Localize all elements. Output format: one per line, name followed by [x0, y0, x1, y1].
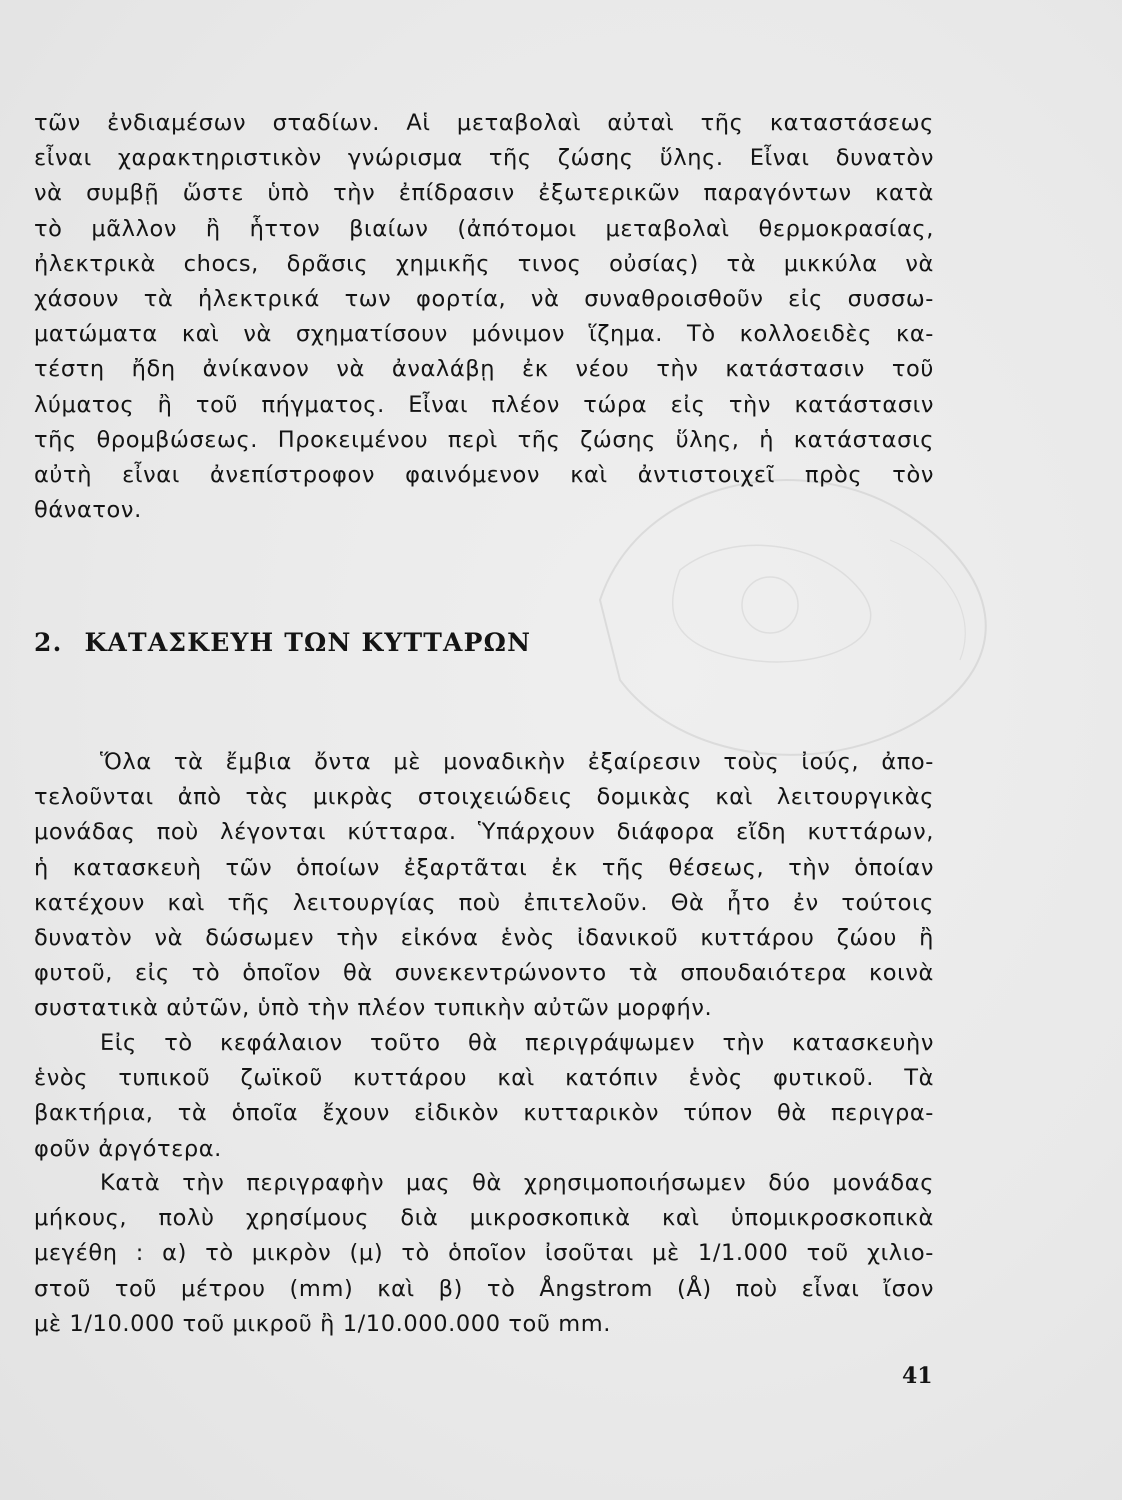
text-line: ματώματα καὶ νὰ σχηματίσουν μόνιμον ἵζημα. Τὸ κολλοειδὲς κα- [34, 321, 934, 348]
paragraph-intro [34, 106, 934, 528]
text-line: εἶναι χαρακτηριστικὸν γνώρισμα τῆς ζώσης ὕλης. Εἶναι δυνατὸν [34, 145, 934, 172]
text-line: χάσουν τὰ ἠλεκτρικά των φορτία, νὰ συναθροισθοῦν εἰς συσσω- [34, 285, 934, 312]
section-heading [34, 628, 531, 657]
text-line: τῶν ἐνδιαμέσων σταδίων. Αἱ μεταβολαὶ αὐταὶ τῆς καταστάσεως [34, 110, 934, 136]
text-line: βακτήρια, τὰ ὁποῖα ἔχουν εἰδικὸν κυτταρικὸν τύπον θὰ περιγρα- [34, 1100, 934, 1127]
paragraph-chapter-plan [34, 1026, 934, 1167]
text-line: Εἰς τὸ κεφάλαιον τοῦτο θὰ περιγράψωμεν τὴν κατασκευὴν [100, 1030, 934, 1056]
section-title: ΚΑΤΑΣΚΕΥΗ ΤΩΝ ΚΥΤΤΑΡΩΝ [84, 628, 532, 657]
page-number: 41 [902, 1363, 933, 1389]
text-line: Κατὰ τὴν περιγραφὴν μας θὰ χρησιμοποιήσωμεν δύο μονάδας [100, 1170, 934, 1196]
text-line: λύματος ἢ τοῦ πήγματος. Εἶναι πλέον τώρα εἰς τὴν κατάστασιν [34, 391, 934, 418]
text-line: δυνατὸν νὰ δώσωμεν τὴν εἰκόνα ἑνὸς ἰδανικοῦ κυττάρου ζώου ἢ [34, 924, 934, 951]
text-line: μήκους, πολὺ χρησίμους διὰ μικροσκοπικὰ καὶ ὑπομικροσκοπικὰ [34, 1205, 934, 1232]
text-line: μεγέθη : α) τὸ μικρὸν (μ) τὸ ὁποῖον ἰσοῦται μὲ 1/1.000 τοῦ χιλιο- [34, 1240, 934, 1267]
text-line: τὸ μᾶλλον ἢ ἧττον βιαίων (ἀπότομοι μεταβολαὶ θερμοκρασίας, [34, 215, 934, 242]
text-line: τῆς θρομβώσεως. Προκειμένου περὶ τῆς ζώσης ὕλης, ἡ κατάστασις [34, 426, 934, 453]
text-line: μὲ 1/10.000 τοῦ μικροῦ ἢ 1/10.000.000 τοῦ mm. [34, 1310, 612, 1337]
text-line: τέστη ἤδη ἀνίκανον νὰ ἀναλάβῃ ἐκ νέου τὴν κατάστασιν τοῦ [34, 356, 934, 383]
text-line: συστατικὰ αὐτῶν, ὑπὸ τὴν πλέον τυπικὴν αὐτῶν μορφήν. [34, 995, 713, 1022]
text-line: στοῦ τοῦ μέτρου (mm) καὶ β) τὸ Ångstrom (Å) ποὺ εἶναι ἴσον [34, 1275, 934, 1302]
section-number: 2. [34, 628, 63, 657]
paragraph-cells [34, 745, 934, 1027]
text-line: θάνατον. [34, 497, 142, 524]
text-line: αὐτὴ εἶναι ἀνεπίστροφον φαινόμενον καὶ ἀντιστοιχεῖ πρὸς τὸν [34, 461, 934, 488]
paragraph-units [34, 1166, 934, 1342]
text-line: κατέχουν καὶ τῆς λειτουργίας ποὺ ἐπιτελοῦν. Θὰ ἦτο ἐν τούτοις [34, 889, 934, 916]
text-line: Ὅλα τὰ ἔμβια ὄντα μὲ μοναδικὴν ἐξαίρεσιν τοὺς ἰούς, ἀπο- [100, 749, 934, 775]
text-line: νὰ συμβῇ ὥστε ὑπὸ τὴν ἐπίδρασιν ἐξωτερικῶν παραγόντων κατὰ [34, 180, 934, 207]
text-line: φοῦν ἀργότερα. [34, 1135, 222, 1162]
text-line: ἠλεκτρικὰ chocs, δρᾶσις χημικῆς τινος οὐσίας) τὰ μικκύλα νὰ [34, 250, 934, 277]
text-line: ἑνὸς τυπικοῦ ζωϊκοῦ κυττάρου καὶ κατόπιν ἑνὸς φυτικοῦ. Τὰ [34, 1065, 934, 1092]
text-line: τελοῦνται ἀπὸ τὰς μικρὰς στοιχειώδεις δομικὰς καὶ λειτουργικὰς [34, 784, 934, 811]
text-line: φυτοῦ, εἰς τὸ ὁποῖον θὰ συνεκεντρώνοντο τὰ σπουδαιότερα κοινὰ [34, 960, 934, 987]
text-line: ἡ κατασκευὴ τῶν ὁποίων ἐξαρτᾶται ἐκ τῆς θέσεως, τὴν ὁποίαν [34, 854, 934, 881]
text-line: μονάδας ποὺ λέγονται κύτταρα. Ὑπάρχουν διάφορα εἴδη κυττάρων, [34, 819, 934, 846]
